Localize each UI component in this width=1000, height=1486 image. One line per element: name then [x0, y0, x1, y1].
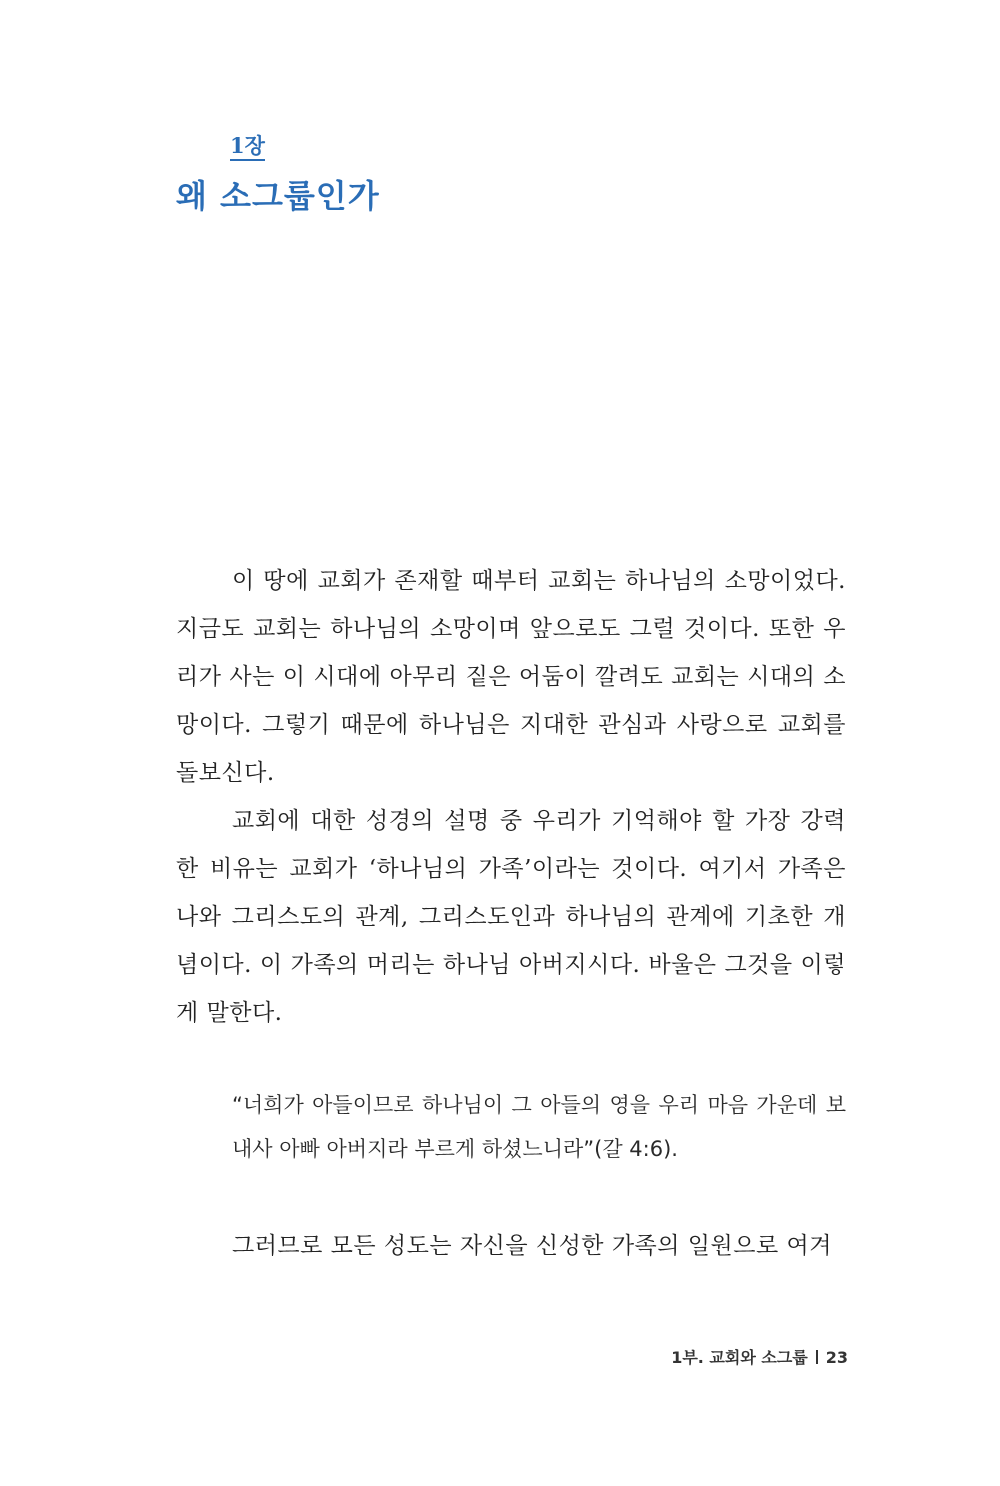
chapter-title: 왜 소그룹인가 — [176, 177, 380, 215]
footer-section-title: 1부. 교회와 소그룹 — [671, 1348, 808, 1367]
scripture-quote: “너희가 아들이므로 하나님이 그 아들의 영을 우리 마음 가운데 보내사 아빠 아버지라 부르게 하셨느니라”(갈 4:6). — [232, 1093, 846, 1161]
body-paragraph-3: 그러므로 모든 성도는 자신을 신성한 가족의 일원으로 여겨 — [232, 1233, 832, 1259]
body-paragraph-1: 이 땅에 교회가 존재할 때부터 교회는 하나님의 소망이었다. 지금도 교회는 하나님의 소망이며 앞으로도 그럴 것이다. 또한 우리가 사는 이 시대에 아무리 짙은 어둠이 깔려도 교회는 시대의 소망이다. 그렇기 때문에 하나님은 지대한 관심과 사랑으로 교회를 돌보신다. — [176, 568, 846, 786]
page-number: 23 — [825, 1348, 848, 1367]
body-paragraph-2: 교회에 대한 성경의 설명 중 우리가 기억해야 할 가장 강력한 비유는 교회가 ‘하나님의 가족’이라는 것이다. 여기서 가족은 나와 그리스도의 관계, 그리스도인과 하나님의 관계에 기초한 개념이다. 이 가족의 머리는 하나님 아버지시다. 바울은 그것을 이렇게 말한다. — [176, 808, 846, 1026]
page-footer — [671, 1347, 848, 1369]
chapter-number: 1장 — [230, 134, 265, 161]
footer-divider — [816, 1350, 818, 1364]
